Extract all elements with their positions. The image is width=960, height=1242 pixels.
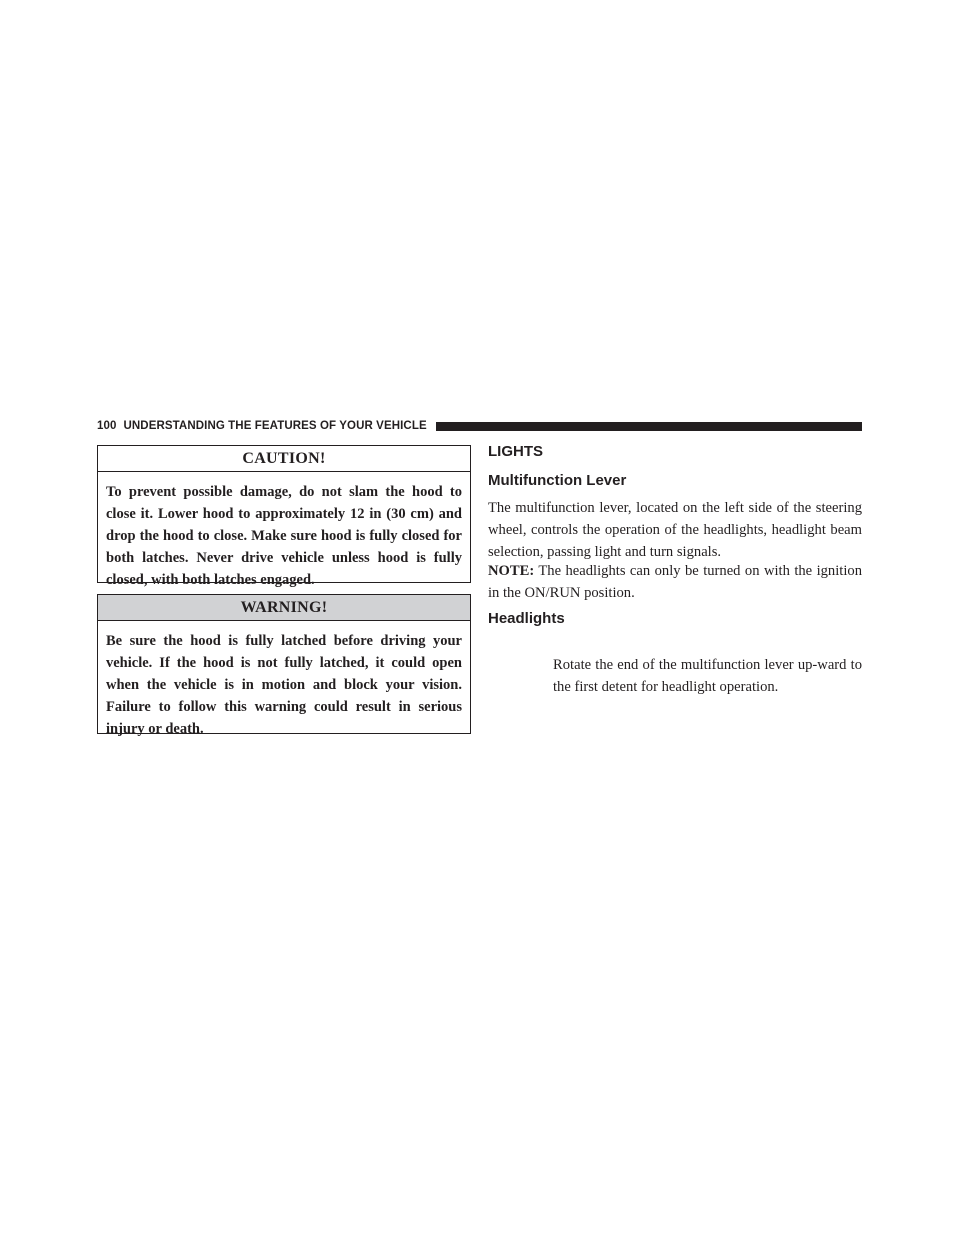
caution-box [97,445,471,588]
warning-text: Be sure the hood is fully latched before driving your vehicle. If the hood is not fully latched, it could open when the vehicle is in motion and block your vision. Failure to follow this warning could result in serious injury or death. [106,633,462,737]
note-text: The headlights can only be turned on with the ignition in the ON/RUN position. [488,563,862,601]
note-label: NOTE: [488,563,535,579]
warning-box [97,594,471,737]
section-title: UNDERSTANDING THE FEATURES OF YOUR VEHICLE [123,420,427,432]
caution-title: CAUTION! [98,446,470,472]
lights-heading: LIGHTS [488,443,543,460]
header-rule [436,422,862,431]
headlights-text: Rotate the end of the multifunction lever up-ward to the first detent for headlight operation. [553,657,862,695]
caution-text: To prevent possible damage, do not slam the hood to close it. Lower hood to approximately 12 in (30 cm) and drop the hood to close. Make sure hood is fully closed for both latches. Never drive vehicle unless hood is fully closed, with both latches engaged. [106,484,462,588]
page-number: 100 [97,420,117,432]
multifunction-lever-text: The multifunction lever, located on the left side of the steering wheel, controls the operation of the headlights, headlight beam selection, passing light and turn signals. [488,500,862,560]
page-header [97,418,862,434]
note-paragraph [488,560,862,604]
multifunction-lever-heading: Multifunction Lever [488,472,627,489]
warning-title: WARNING! [98,595,470,621]
headlights-heading: Headlights [488,610,565,627]
